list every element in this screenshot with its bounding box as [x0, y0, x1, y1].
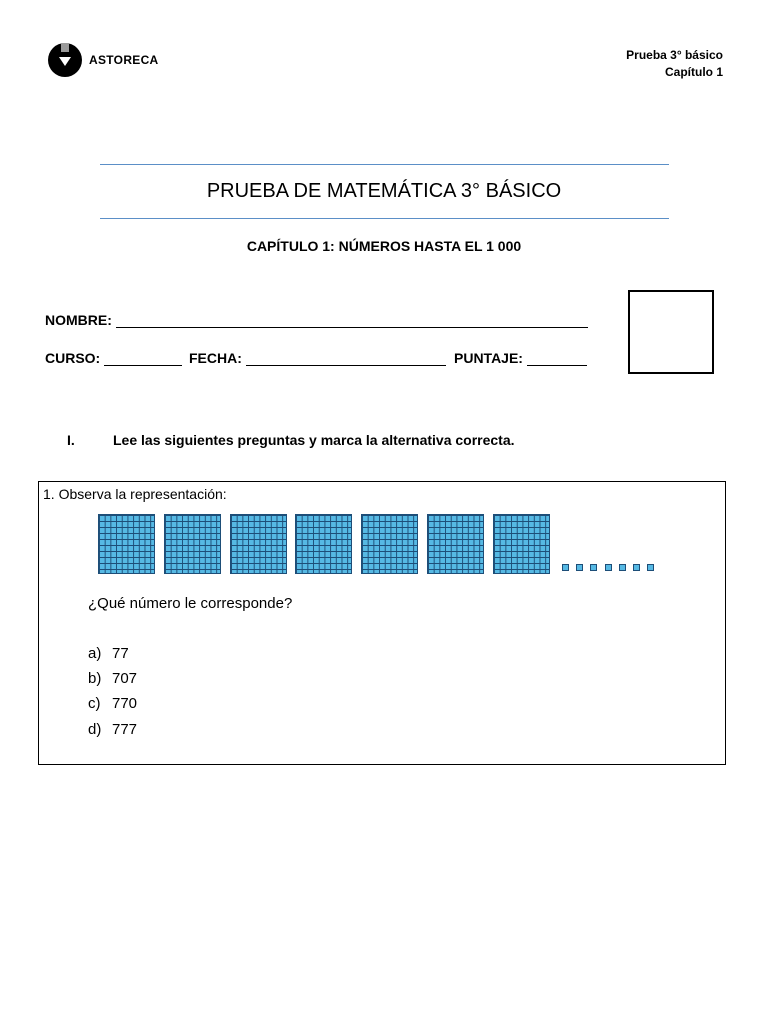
- score-label: PUNTAJE:: [454, 350, 523, 366]
- chapter-subtitle: CAPÍTULO 1: NÚMEROS HASTA EL 1 000: [246, 238, 522, 254]
- option-b-text: 707: [112, 670, 138, 687]
- question-1-prompt: ¿Qué número le corresponde?: [88, 595, 293, 612]
- unit-cube: [647, 564, 654, 571]
- astoreca-logo-icon: [48, 43, 82, 77]
- header-info: [626, 47, 723, 81]
- course-line[interactable]: [104, 351, 182, 366]
- hundred-block: [361, 514, 418, 574]
- hundred-block: [493, 514, 550, 574]
- option-a-label: a): [88, 645, 102, 662]
- option-b-label: b): [88, 670, 102, 687]
- option-c-label: c): [88, 695, 101, 712]
- brand-name: ASTORECA: [89, 53, 159, 67]
- hundred-block: [230, 514, 287, 574]
- title-top-rule: [100, 164, 669, 165]
- unit-cube: [619, 564, 626, 571]
- section-instruction: Lee las siguientes preguntas y marca la alternativa correcta.: [113, 432, 515, 448]
- name-field[interactable]: [45, 312, 588, 328]
- unit-cube: [576, 564, 583, 571]
- section-number: I.: [67, 432, 75, 448]
- course-field[interactable]: [45, 350, 182, 366]
- date-field[interactable]: [189, 350, 446, 366]
- hundred-block: [164, 514, 221, 574]
- unit-cube: [590, 564, 597, 571]
- unit-cube: [562, 564, 569, 571]
- score-line[interactable]: [527, 351, 587, 366]
- unit-cube: [605, 564, 612, 571]
- date-line[interactable]: [246, 351, 446, 366]
- option-c-text: 770: [112, 695, 138, 712]
- unit-cube: [633, 564, 640, 571]
- hundred-block: [295, 514, 352, 574]
- page-title: PRUEBA DE MATEMÁTICA 3° BÁSICO: [206, 180, 562, 202]
- name-line[interactable]: [116, 313, 588, 328]
- header-test-level: Prueba 3° básico: [626, 48, 723, 62]
- option-b[interactable]: [88, 670, 137, 687]
- title-bottom-rule: [100, 218, 669, 219]
- course-label: CURSO:: [45, 350, 101, 366]
- option-a[interactable]: [88, 645, 129, 662]
- option-c[interactable]: [88, 695, 137, 712]
- option-a-text: 77: [112, 645, 129, 662]
- date-label: FECHA:: [189, 350, 242, 366]
- hundred-block: [427, 514, 484, 574]
- option-d-text: 777: [112, 721, 138, 738]
- header-chapter: Capítulo 1: [664, 65, 723, 79]
- score-box[interactable]: [628, 290, 714, 374]
- question-1-title: 1. Observa la representación:: [43, 486, 227, 502]
- hundred-block: [98, 514, 155, 574]
- option-d[interactable]: [88, 721, 137, 738]
- score-field[interactable]: [454, 350, 587, 366]
- option-d-label: d): [88, 721, 102, 738]
- name-label: NOMBRE:: [45, 312, 112, 328]
